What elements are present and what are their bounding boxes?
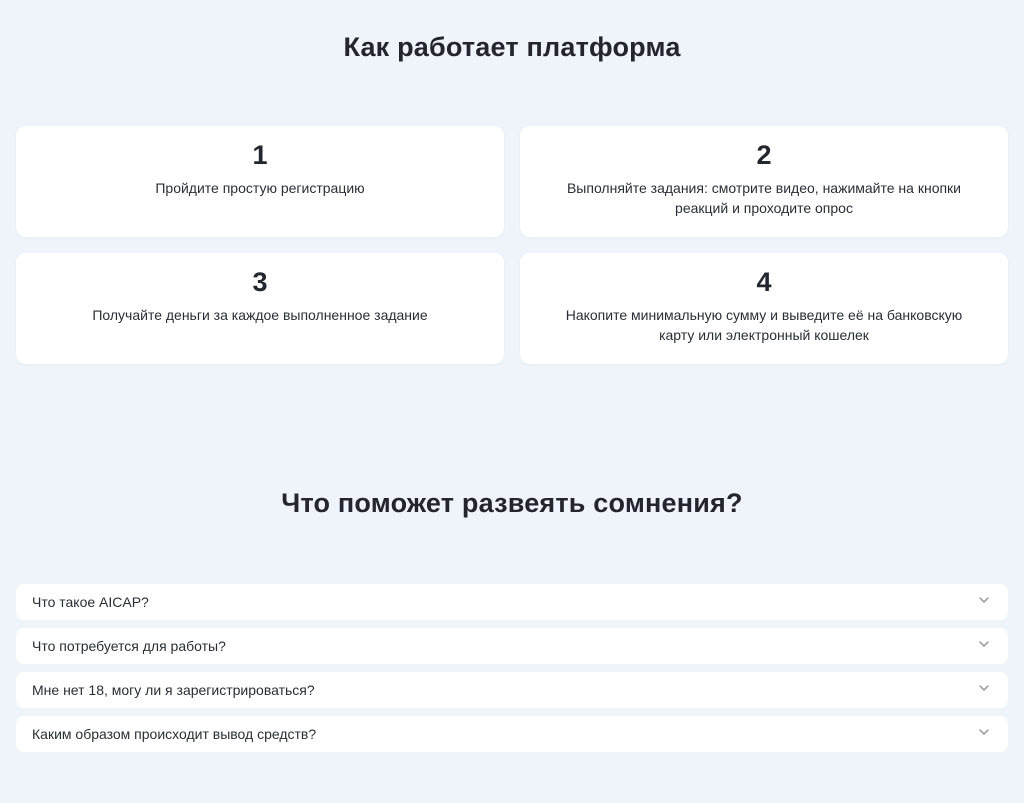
step-text: Пройдите простую регистрацию [155,180,365,196]
steps-grid [16,126,1008,364]
step-card-4 [520,253,1008,364]
chevron-down-icon[interactable] [978,726,990,738]
faq-list [16,584,1008,752]
step-card-2 [520,126,1008,237]
step-text: Получайте деньги за каждое выполненное задание [92,307,428,323]
faq-item-under-18[interactable] [16,672,1008,708]
faq-title: Что поможет развеять сомнения? [281,488,743,518]
step-text: Накопите минимальную сумму и выведите её на банковскую карту или электронный кошелек [565,307,963,343]
step-text: Выполняйте задания: смотрите видео, нажимайте на кнопки реакций и проходите опрос [566,180,962,216]
step-number: 3 [252,267,268,297]
step-number: 2 [756,140,772,170]
faq-question: Мне нет 18, могу ли я зарегистрироваться? [32,682,315,698]
faq-item-withdrawal[interactable] [16,716,1008,752]
step-number: 4 [756,267,772,297]
faq-question: Что потребуется для работы? [32,638,226,654]
chevron-down-icon[interactable] [978,594,990,606]
faq-question: Каким образом происходит вывод средств? [32,726,317,742]
step-number: 1 [252,140,268,170]
how-it-works-title: Как работает платформа [343,32,681,62]
faq-item-what-is-aicap[interactable] [16,584,1008,620]
step-card-1 [16,126,504,237]
chevron-down-icon[interactable] [978,638,990,650]
step-card-3 [16,253,504,364]
faq-item-requirements[interactable] [16,628,1008,664]
chevron-down-icon[interactable] [978,682,990,694]
faq-question: Что такое AICAP? [32,594,149,610]
